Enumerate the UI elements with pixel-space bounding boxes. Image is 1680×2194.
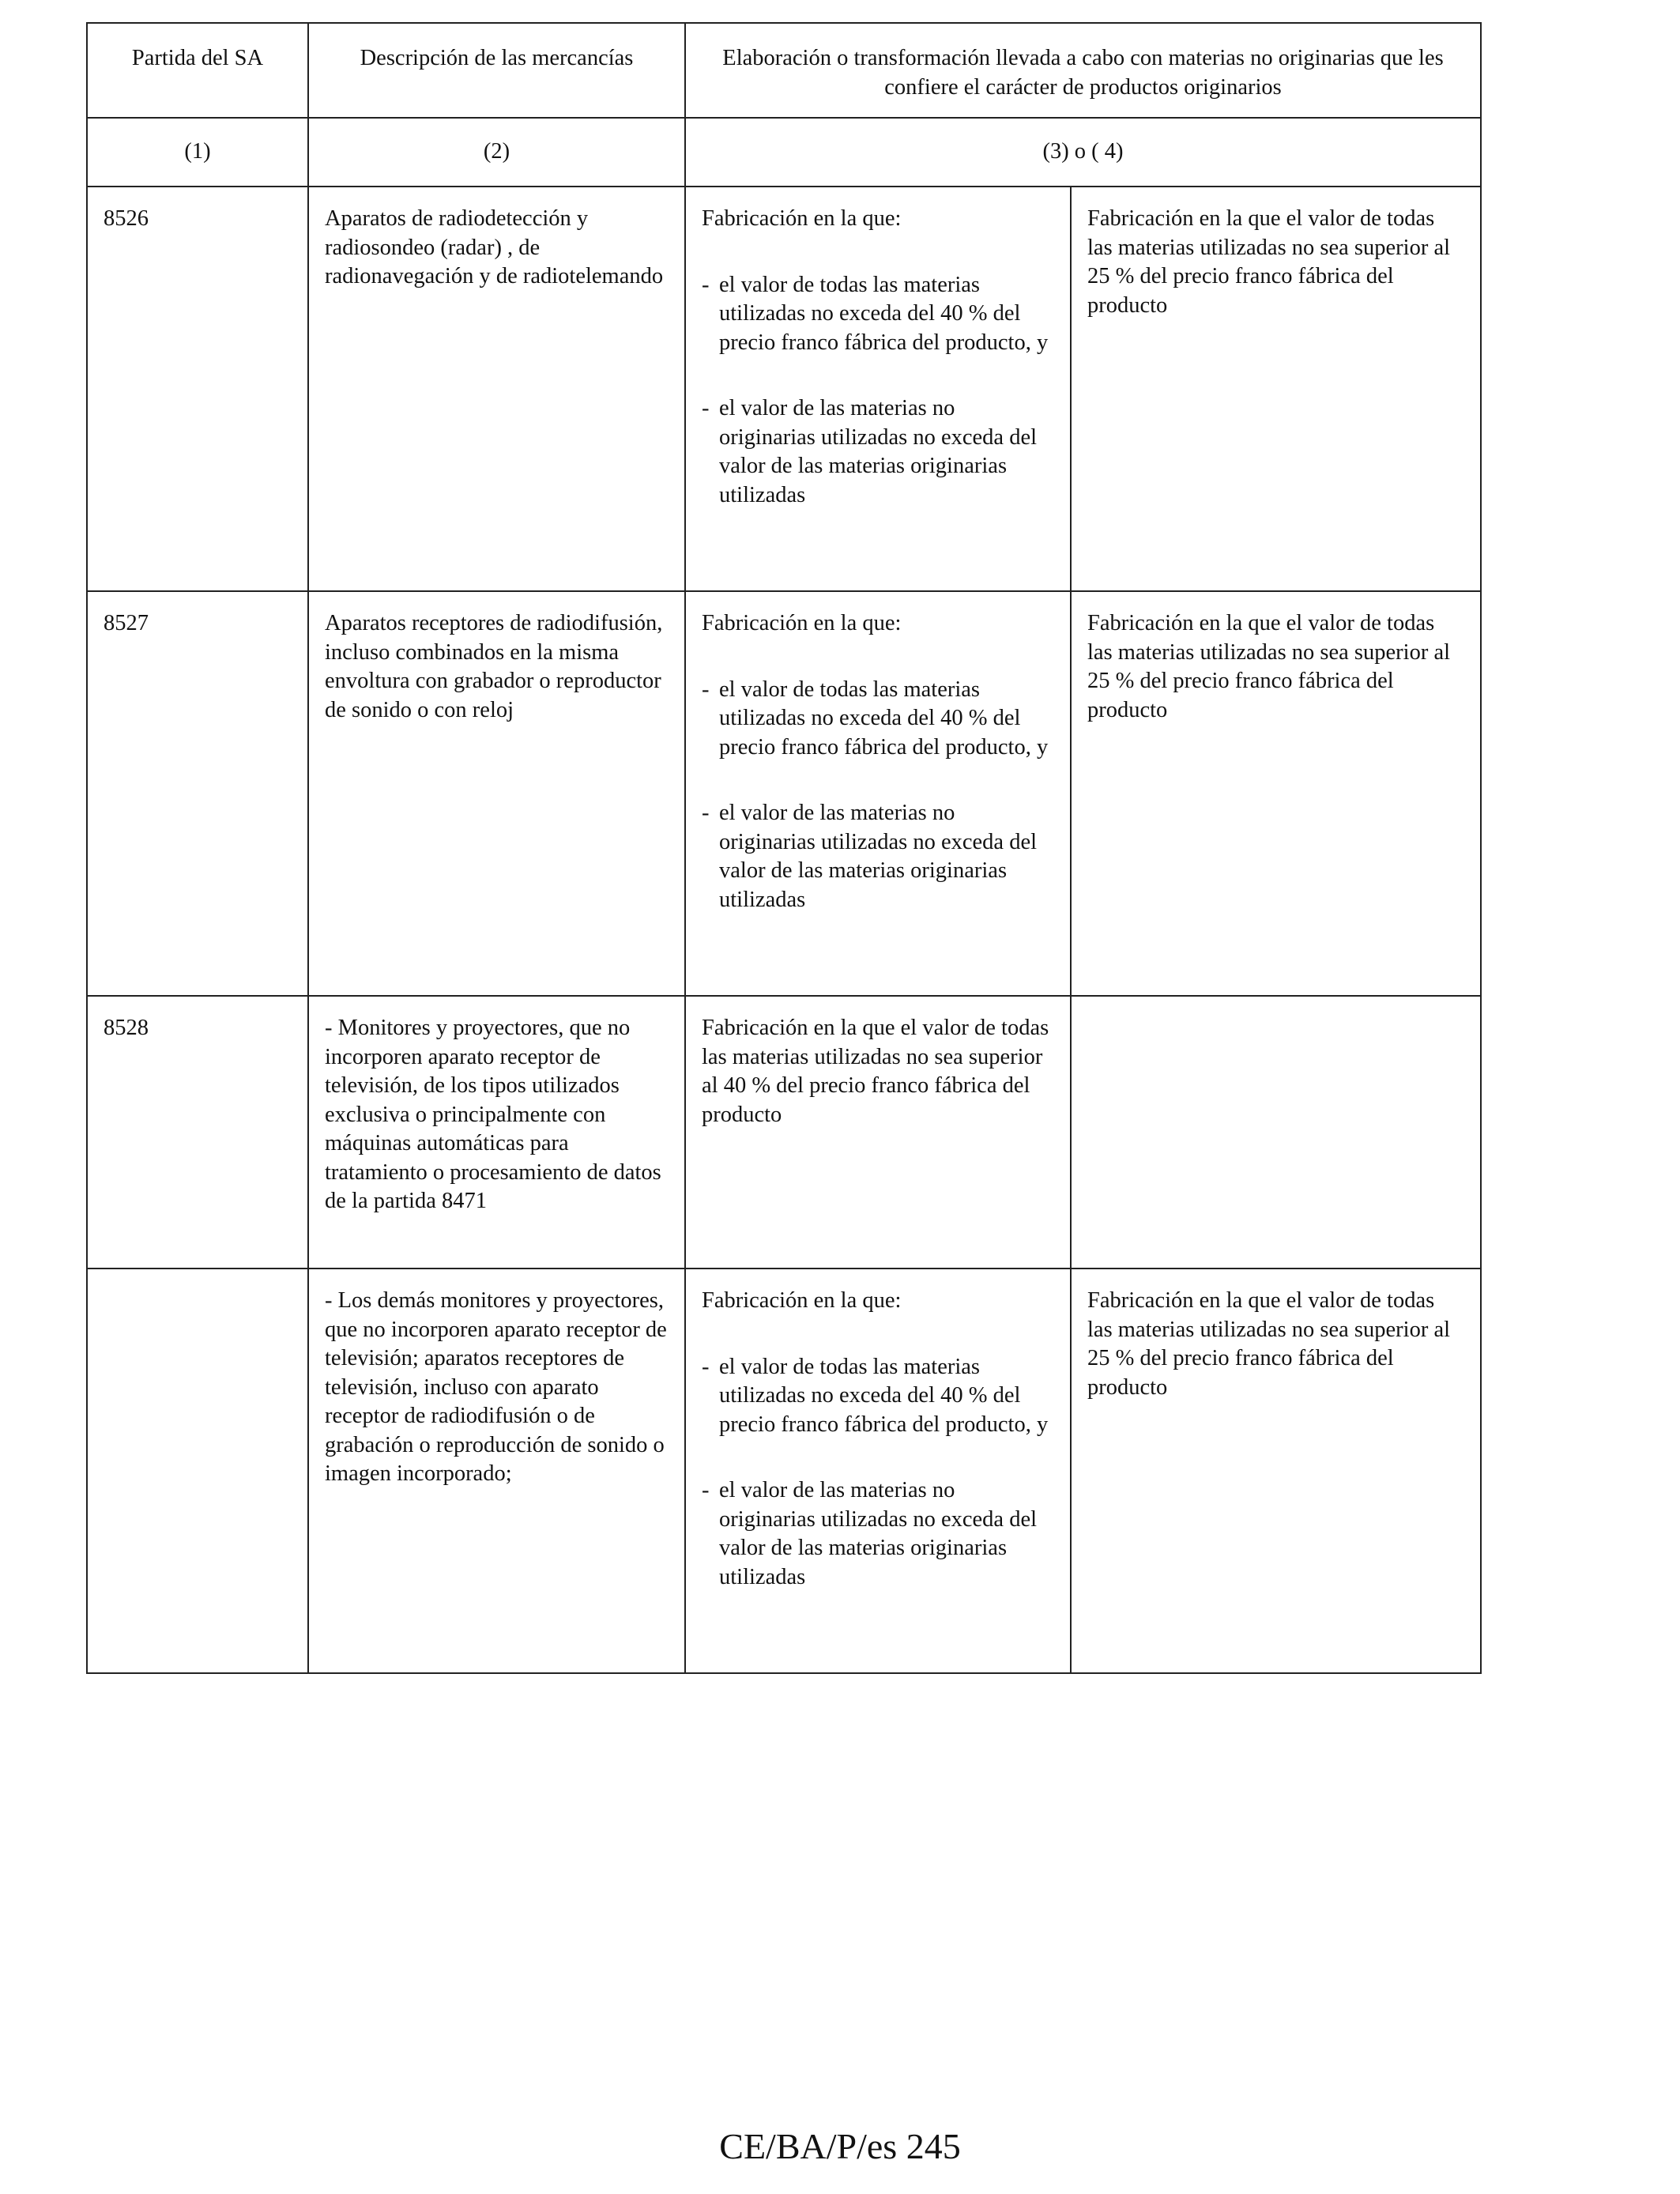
col3-intro: Fabricación en la que:: [702, 206, 902, 231]
table-number-row: [87, 118, 1481, 187]
goods-description: Aparatos de radiodetección y radiosondeo (radar) , de radionavegación y de radiotelemando: [308, 187, 685, 591]
hs-code: [87, 1269, 308, 1673]
col3-intro: Fabricación en la que:: [702, 611, 902, 635]
condition-item: - el valor de las materias no originarias utilizadas no exceda del valor de las materias originarias utilizadas: [702, 1476, 1054, 1592]
hs-code: 8527: [87, 591, 308, 996]
hs-code: 8526: [87, 187, 308, 591]
processing-col3: Fabricación en la que el valor de todas las materias utilizadas no sea superior al 40 % del precio franco fábrica del producto: [685, 996, 1071, 1269]
col3-conditions: [702, 676, 1054, 915]
condition-item: - el valor de todas las materias utilizadas no exceda del 40 % del precio franco fábrica del producto, y: [702, 271, 1054, 358]
processing-col3: [685, 591, 1071, 996]
processing-col3: [685, 187, 1071, 591]
processing-col3: [685, 1269, 1071, 1673]
header-col2: Descripción de las mercancías: [308, 23, 685, 118]
header-num34: (3) o ( 4): [685, 118, 1481, 187]
table-row: [87, 591, 1481, 996]
processing-col4: Fabricación en la que el valor de todas las materias utilizadas no sea superior al 25 % del precio franco fábrica del producto: [1071, 187, 1481, 591]
condition-item: - el valor de todas las materias utilizadas no exceda del 40 % del precio franco fábrica del producto, y: [702, 676, 1054, 763]
goods-description: - Monitores y proyectores, que no incorporen aparato receptor de televisión, de los tipos utilizados exclusiva o principalmente con máquinas automáticas para tratamiento o procesamiento de datos de la partida 8471: [308, 996, 685, 1269]
header-num1: (1): [87, 118, 308, 187]
goods-description: - Los demás monitores y proyectores, que no incorporen aparato receptor de televisión; aparatos receptores de televisión, incluso con aparato receptor de radiodifusión o de grabación o reproducción de sonido o imagen incorporado;: [308, 1269, 685, 1673]
rules-of-origin-table: [86, 22, 1482, 1674]
table-row: [87, 187, 1481, 591]
page-footer: CE/BA/P/es 245: [719, 2126, 961, 2166]
condition-item: - el valor de todas las materias utilizadas no exceda del 40 % del precio franco fábrica del producto, y: [702, 1353, 1054, 1440]
condition-item: - el valor de las materias no originarias utilizadas no exceda del valor de las materias originarias utilizadas: [702, 394, 1054, 510]
processing-col4: Fabricación en la que el valor de todas las materias utilizadas no sea superior al 25 % del precio franco fábrica del producto: [1071, 1269, 1481, 1673]
header-col3: Elaboración o transformación llevada a cabo con materias no originarias que les confiere el carácter de productos originarios: [685, 23, 1481, 118]
processing-col4: [1071, 996, 1481, 1269]
col3-conditions: [702, 1353, 1054, 1593]
header-num2: (2): [308, 118, 685, 187]
condition-item: - el valor de las materias no originarias utilizadas no exceda del valor de las materias originarias utilizadas: [702, 799, 1054, 914]
processing-col4: Fabricación en la que el valor de todas las materias utilizadas no sea superior al 25 % del precio franco fábrica del producto: [1071, 591, 1481, 996]
header-col1: Partida del SA: [87, 23, 308, 118]
goods-description: Aparatos receptores de radiodifusión, incluso combinados en la misma envoltura con grabador o reproductor de sonido o con reloj: [308, 591, 685, 996]
table-row: [87, 1269, 1481, 1673]
col3-conditions: [702, 271, 1054, 511]
col3-intro: Fabricación en la que:: [702, 1288, 902, 1313]
hs-code: 8528: [87, 996, 308, 1269]
table-row: [87, 996, 1481, 1269]
table-header-row: [87, 23, 1481, 118]
